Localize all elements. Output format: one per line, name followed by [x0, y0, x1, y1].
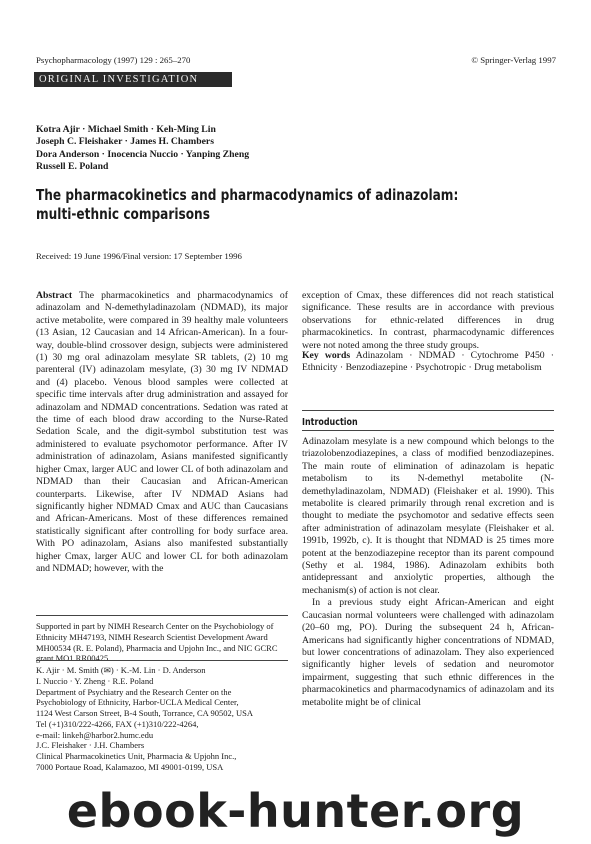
- keywords-text: Adinazolam · NDMAD · Cytochrome P450 · Ethnicity · Benzodiazepine · Psychotropic · Drug metabolism: [302, 350, 554, 374]
- affiliation-dept: Department of Psychiatry and the Research Center on the: [36, 686, 232, 697]
- article-title: [36, 186, 462, 224]
- abstract-label: Abstract: [36, 290, 73, 301]
- affiliation-1: [36, 665, 288, 741]
- section-band: ORIGINAL INVESTIGATION: [34, 72, 232, 87]
- title-line-2: multi-ethnic comparisons: [36, 206, 210, 223]
- affiliation-email: e-mail: linkeh@harbor2.humc.edu: [36, 729, 154, 740]
- abstract-continued: exception of Cmax, these differences did not reach statistical significance. These results are in accordance with previous observations for ethnic-related differences in drug pharmacokinetics. In contrast, pharmacodynamic differences were not noted among the three study groups.: [302, 290, 554, 351]
- keywords-label: Key words: [302, 350, 351, 361]
- received-date: Received: 19 June 1996/Final version: 17 September 1996: [36, 251, 242, 261]
- affiliation-address: 7000 Portaue Road, Kalamazoo, MI 49001-0199, USA: [36, 761, 224, 772]
- author-list: [36, 124, 249, 173]
- affiliation-2: [36, 740, 288, 772]
- author-line: Joseph C. Fleishaker · James H. Chambers: [36, 136, 214, 148]
- intro-paragraph-1: Adinazolam mesylate is a new compound which belongs to the triazolobenzodiazepines, a class of modified benzodiazepines. The main route of elimination of adinazolam is hepatic metabolism to its N-demethyl metabolite (N-demethyladinazolam, NDMAD) (Fleishaker et al. 1990). This metabolite is cleared primarily through renal excretion and is thought to mediate the psychomotor and sedative effects seen after administration of adinazolam mesylate (Fleishaker et al. 1991b, 1992b, c). It is thought that NDMAD is 25 times more potent at the benzodiazepine receptor than its parent compound (Sethy et al. 1984, 1986). Adinazolam exhibits both antidepressant and anxiolytic properties, although the mechanism(s) of action is not clear.: [302, 436, 554, 596]
- abstract: [36, 290, 288, 575]
- affiliation-phone: Tel (+1)310/222-4266, FAX (+1)310/222-4264,: [36, 718, 199, 729]
- author-line: Dora Anderson · Inocencia Nuccio · Yanping Zheng: [36, 148, 250, 160]
- affiliation-names: I. Nuccio · Y. Zheng · R.E. Poland: [36, 675, 154, 686]
- introduction-body: [302, 436, 554, 709]
- copyright-notice: © Springer-Verlag 1997: [471, 55, 556, 65]
- affiliation-unit: Clinical Pharmacokinetics Unit, Pharmacia & Upjohn Inc.,: [36, 750, 237, 761]
- section-divider: [302, 410, 554, 411]
- journal-citation: Psychopharmacology (1997) 129 : 265–270: [36, 55, 191, 65]
- affiliation-names: J.C. Fleishaker · J.H. Chambers: [36, 740, 145, 750]
- footnote-divider: [36, 615, 288, 616]
- intro-paragraph-2: In a previous study eight African-American and eight Caucasian normal volunteers were challenged with adinazolam (20–60 mg, PO). During the subsequent 24 h, African-Americans had significantly higher concentrations of NDMAD, but lower concentrations of adinazolam. They also experienced significantly higher levels of sedation and neuromotor impairment, suggesting that such ethnic differences in the pharmacokinetics and pharmacodynamics of adinazolam and its metabolite might be of clinical: [302, 597, 554, 708]
- affiliation-dept: Psychobiology of Ethnicity, Harbor-UCLA Medical Center,: [36, 697, 239, 708]
- keywords: [302, 350, 554, 375]
- author-line: Russell E. Poland: [36, 160, 109, 172]
- author-line: Kotra Ajir · Michael Smith · Keh-Ming Lin: [36, 124, 216, 135]
- title-line-1: The pharmacokinetics and pharmacodynamics of adinazolam:: [36, 187, 459, 204]
- affiliation-names: K. Ajir · M. Smith (✉) · K.-M. Lin · D. Anderson: [36, 665, 206, 675]
- watermark-text: ebook-hunter.org: [66, 784, 525, 838]
- introduction-heading: Introduction: [302, 417, 358, 428]
- funding-note: Supported in part by NIMH Research Center on the Psychobiology of Ethnicity MH47193, NIMH Research Scientist Development Award MH00534 (R. E. Poland), Pharmacia and Upjohn Inc., and NIC GCRC grant MO1 RR00425: [36, 621, 278, 664]
- affiliation-address: 1124 West Carson Street, B-4 South, Torrance, CA 90502, USA: [36, 708, 253, 719]
- abstract-text: The pharmacokinetics and pharmacodynamics of adinazolam and N-demethyladinazolam (NDMAD), its major active metabolite, were compared in 39 healthy male volunteers (13 Asian, 12 Caucasian and 14 African-American). In a four-way, double-blind crossover design, subjects were administered (1) 30 mg oral adinazolam mesylate SR tablets, (2) 10 mg parenteral (IV) adinazolam mesylate, (3) 30 mg IV NDMAD and (4) placebo. Venous blood samples were collected at specific time intervals after drug administration and assayed for adinazolam and NDMAD concentrations. Sedation was rated at the time of each blood draw according to the Nurse-Rated Sedation Scale, and the digit-symbol substitution test was administered to evaluate psychomotor performance. After IV administration of adinazolam, Asians manifested significantly higher Cmax, larger AUC and lower CL of both adinazolam and NDMAD than their Caucasian and African-American counterparts. Likewise, after IV NDMAD Asians had significantly higher NDMAD Cmax and AUC than Caucasians and African-Americans. Most of these differences remained statistically significant after controlling for body surface area. With PO adinazolam, Asians also manifested substantially higher Cmax, larger AUC and lower CL for both adinazolam and NDMAD; however, with the: [36, 290, 289, 574]
- section-divider: [302, 430, 554, 431]
- footnote-divider: [36, 660, 288, 661]
